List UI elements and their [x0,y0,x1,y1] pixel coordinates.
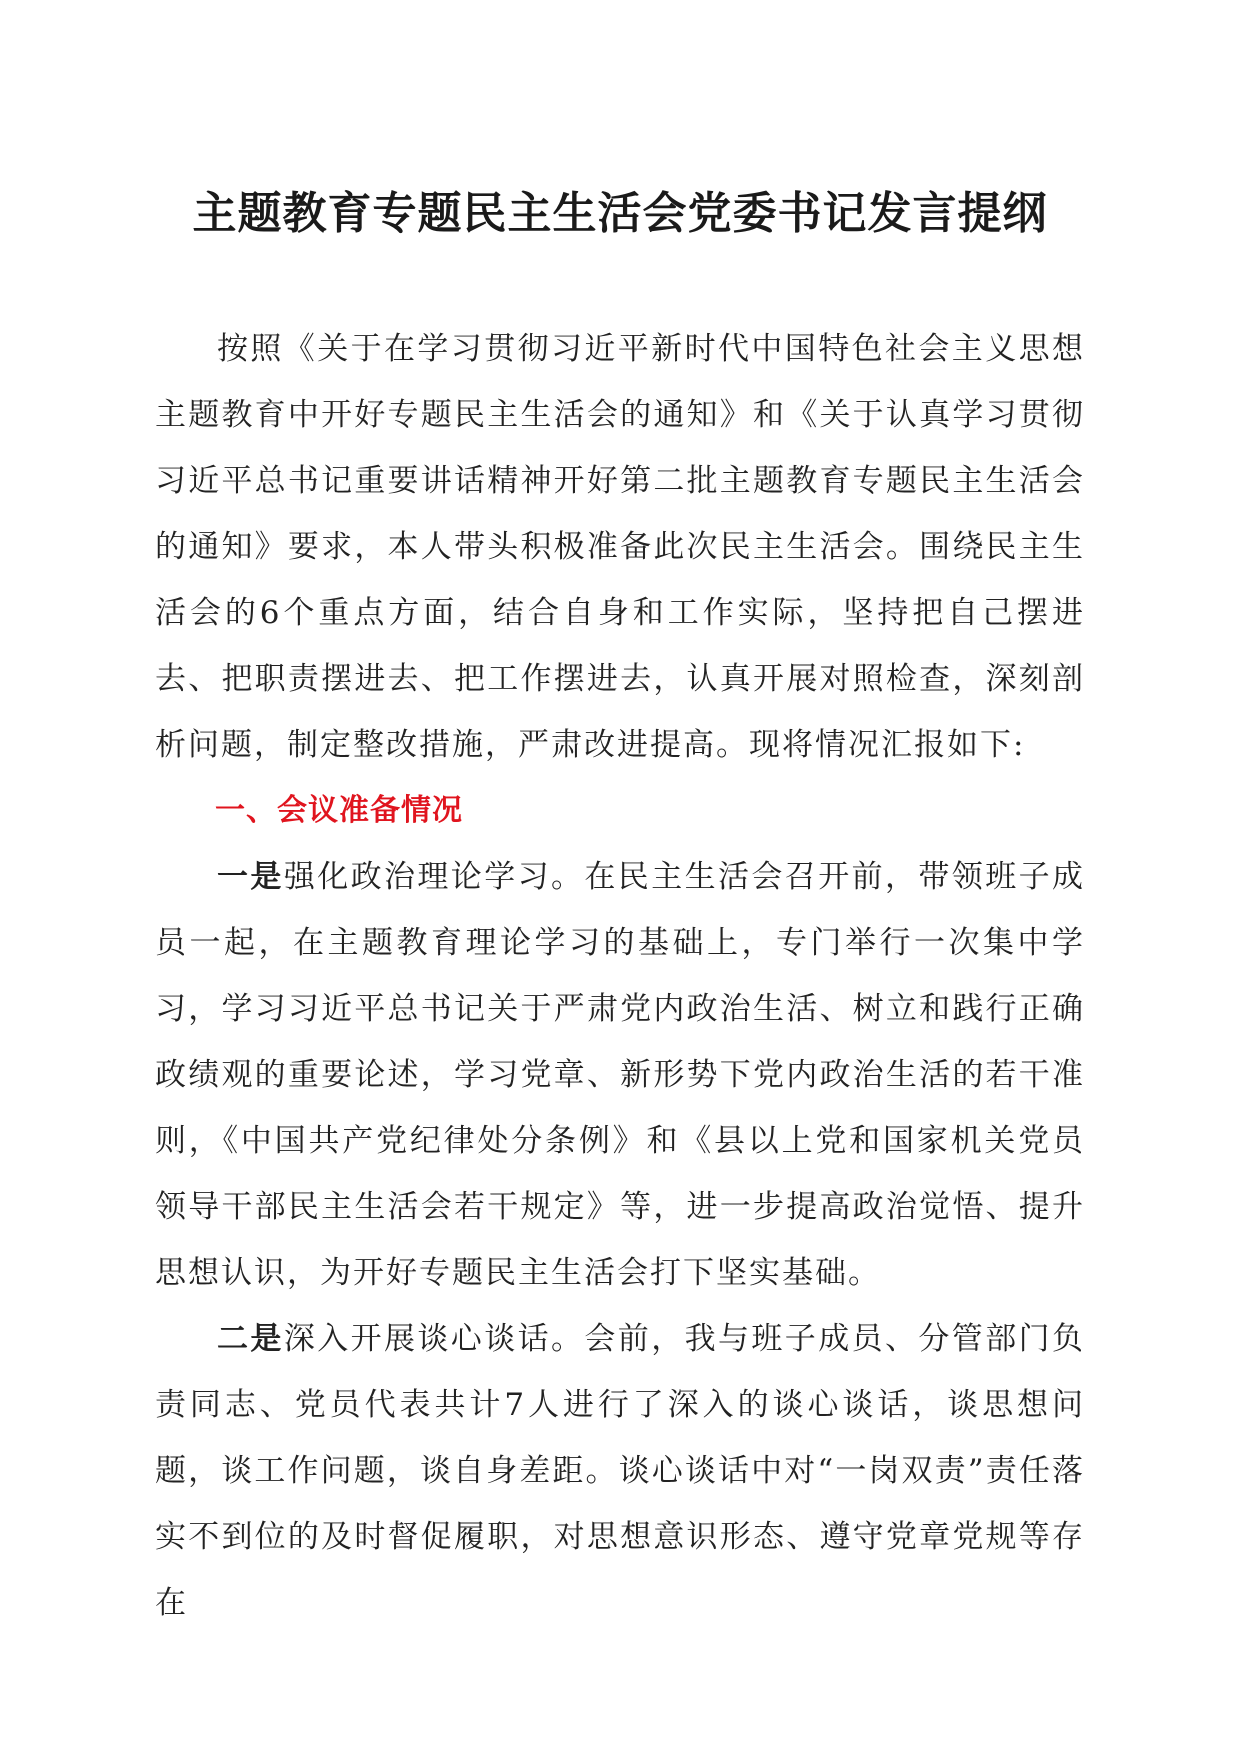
intro-paragraph: 按照《关于在学习贯彻习近平新时代中国特色社会主义思想主题教育中开好专题民主生活会的通知》和《关于认真学习贯彻习近平总书记重要讲话精神开好第二批主题教育专题民主生活会的通知》要求，本人带头积极准备此次民主生活会。围绕民主生活会的6个重点方面，结合自身和工作实际，坚持把自己摆进去、把职责摆进去、把工作摆进去，认真开展对照检查，深刻剖析问题，制定整改措施，严肃改进提高。现将情况汇报如下: [155,331,1085,763]
item-2-text: 深入开展谈心谈话。会前，我与班子成员、分管部门负责同志、党员代表共计7人进行了深入的谈心谈话，谈思想问题，谈工作问题，谈自身差距。谈心谈话中对“一岗双责”责任落实不到位的及时督促履职，对思想意识形态、遵守党章党规等存在 [155,1321,1086,1621]
item-1-text: 强化政治理论学习。在民主生活会召开前，带领班子成员一起，在主题教育理论学习的基础上，专门举行一次集中学习，学习习近平总书记关于严肃党内政治生活、树立和践行正确政绩观的重要论述，学习党章、新形势下党内政治生活的若干准则，《中国共产党纪律处分条例》和《县以上党和国家机关党员领导干部民主生活会若干规定》等，进一步提高政治觉悟、提升思想认识，为开好专题民主生活会打下坚实基础。 [155,859,1086,1291]
document-body [155,316,1085,1636]
document-title: 主题教育专题民主生活会党委书记发言提纲 [192,188,1048,239]
section-heading-meeting-preparation: 一、会议准备情况 [215,793,463,828]
item-1-lead: 一是 [217,859,284,895]
paragraph-item-2 [155,1306,1085,1636]
paragraph-item-1 [155,844,1085,1306]
item-2-lead: 二是 [217,1321,284,1357]
